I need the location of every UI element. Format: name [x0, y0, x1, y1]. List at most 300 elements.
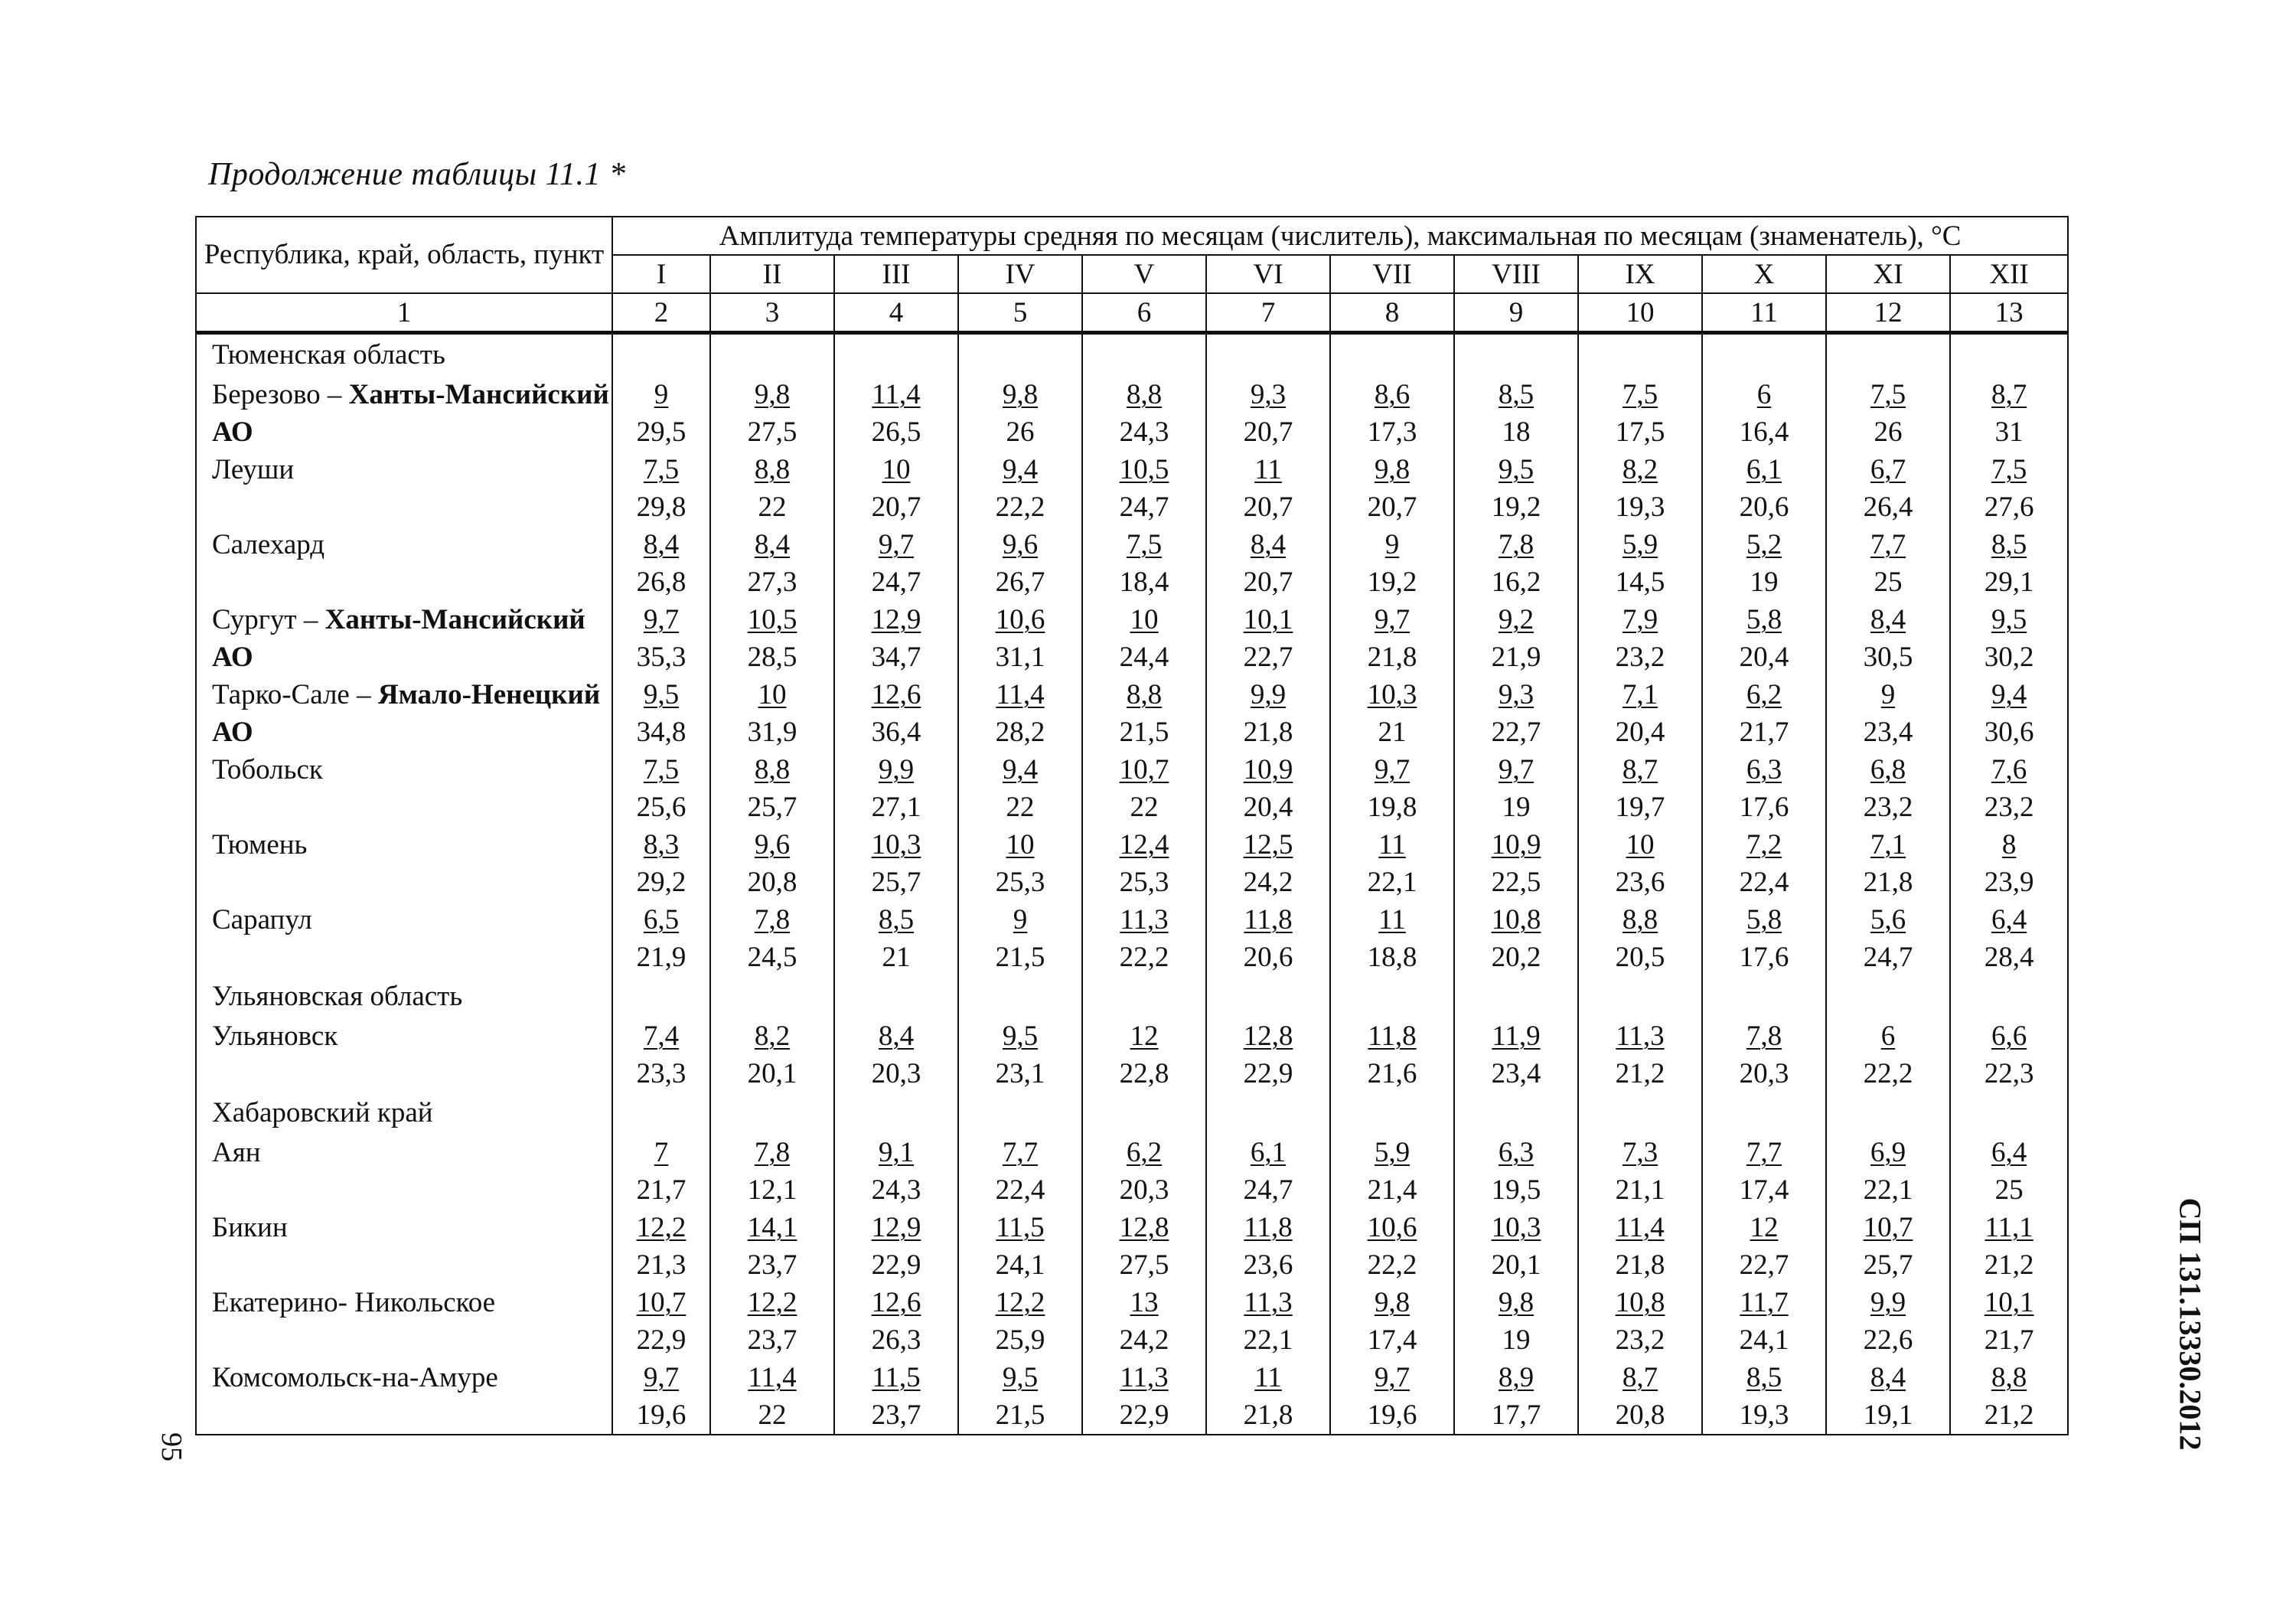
- max-amplitude: 20,3: [1119, 1174, 1169, 1206]
- max-amplitude: 21: [882, 942, 911, 973]
- mean-amplitude: 6,2: [1126, 1137, 1163, 1168]
- max-amplitude: 22,2: [995, 491, 1045, 523]
- empty-cell: [1206, 1092, 1330, 1134]
- mean-amplitude: 10,1: [1243, 604, 1293, 635]
- mean-amplitude: 11,4: [872, 379, 921, 410]
- value-cell: [1826, 376, 1950, 451]
- value-cell: [1578, 1017, 1702, 1092]
- max-amplitude: 20,2: [1491, 942, 1541, 973]
- max-amplitude: 20,7: [1367, 491, 1417, 523]
- value-cell: [1454, 1359, 1578, 1435]
- max-amplitude: 20,4: [1243, 792, 1293, 823]
- month-header: V: [1082, 255, 1206, 293]
- max-amplitude: 24,5: [747, 942, 797, 973]
- value-cell: [958, 526, 1082, 601]
- value-cell: [1082, 676, 1206, 751]
- value-cell: [1702, 451, 1826, 526]
- value-cell: [612, 676, 710, 751]
- value-cell: [1826, 826, 1950, 901]
- max-amplitude: 20,1: [1491, 1249, 1541, 1281]
- value-cell: [1578, 526, 1702, 601]
- max-amplitude: 36,4: [871, 717, 921, 748]
- value-cell: [834, 826, 958, 901]
- max-amplitude: 21,9: [636, 942, 687, 973]
- value-cell: [1206, 1359, 1330, 1435]
- mean-amplitude: 8,7: [1622, 1362, 1658, 1393]
- month-header: IX: [1578, 255, 1702, 293]
- document-code: СП 131.13330.2012: [2173, 1197, 2208, 1451]
- max-amplitude: 21,7: [1984, 1324, 2034, 1356]
- mean-amplitude: 8,4: [878, 1020, 915, 1052]
- column-number: 4: [834, 293, 958, 333]
- value-cell: [1578, 451, 1702, 526]
- column-number: 2: [612, 293, 710, 333]
- value-cell: [1206, 526, 1330, 601]
- column-number: 11: [1702, 293, 1826, 333]
- mean-amplitude: 9,8: [754, 379, 791, 410]
- mean-amplitude: 10: [1130, 604, 1159, 635]
- value-cell: [1454, 901, 1578, 976]
- max-amplitude: 25: [1874, 567, 1903, 598]
- mean-amplitude: 11: [1254, 1362, 1282, 1393]
- max-amplitude: 22: [758, 491, 787, 523]
- value-cell: [710, 451, 834, 526]
- max-amplitude: 24,3: [1119, 416, 1169, 448]
- max-amplitude: 20,5: [1615, 942, 1665, 973]
- value-cell: [1702, 676, 1826, 751]
- mean-amplitude: 11: [1378, 904, 1406, 936]
- empty-cell: [1950, 1092, 2068, 1134]
- mean-amplitude: 11,1: [1985, 1212, 2033, 1243]
- value-cell: [612, 1209, 710, 1284]
- mean-amplitude: 11,3: [1120, 1362, 1169, 1393]
- mean-amplitude: 12: [1750, 1212, 1779, 1243]
- value-cell: [958, 751, 1082, 826]
- value-cell: [612, 376, 710, 451]
- max-amplitude: 24,7: [1243, 1174, 1293, 1206]
- value-cell: [958, 1359, 1082, 1435]
- max-amplitude: 26,8: [636, 567, 687, 598]
- value-cell: [1206, 1017, 1330, 1092]
- mean-amplitude: 12: [1130, 1020, 1159, 1052]
- empty-cell: [1578, 976, 1702, 1017]
- value-cell: [612, 1359, 710, 1435]
- mean-amplitude: 9,6: [754, 829, 791, 860]
- max-amplitude: 17,4: [1739, 1174, 1789, 1206]
- max-amplitude: 19,6: [1367, 1399, 1417, 1431]
- max-amplitude: 21,8: [1243, 717, 1293, 748]
- max-amplitude: 22,1: [1367, 867, 1417, 898]
- mean-amplitude: 5,9: [1622, 529, 1658, 560]
- empty-cell: [710, 333, 834, 377]
- max-amplitude: 20,4: [1615, 717, 1665, 748]
- value-cell: [1578, 1134, 1702, 1209]
- max-amplitude: 24,7: [871, 567, 921, 598]
- max-amplitude: 21,8: [1615, 1249, 1665, 1281]
- mean-amplitude: 8,5: [878, 904, 915, 936]
- value-cell: [1206, 601, 1330, 676]
- max-amplitude: 21,2: [1984, 1399, 2034, 1431]
- mean-amplitude: 6,9: [1870, 1137, 1906, 1168]
- mean-amplitude: 11,5: [996, 1212, 1045, 1243]
- mean-amplitude: 9,7: [1374, 604, 1411, 635]
- max-amplitude: 20,4: [1739, 642, 1789, 673]
- value-cell: [1082, 451, 1206, 526]
- table-row: [196, 901, 2068, 976]
- mean-amplitude: 10,3: [1491, 1212, 1541, 1243]
- month-header: VI: [1206, 255, 1330, 293]
- max-amplitude: 19,5: [1491, 1174, 1541, 1206]
- station-name: [196, 751, 612, 826]
- value-cell: [1702, 1359, 1826, 1435]
- value-cell: [1330, 676, 1454, 751]
- mean-amplitude: 7,1: [1622, 679, 1658, 710]
- empty-cell: [612, 976, 710, 1017]
- empty-cell: [1082, 1092, 1206, 1134]
- column-number: 5: [958, 293, 1082, 333]
- mean-amplitude: 12,5: [1243, 829, 1293, 860]
- value-cell: [1454, 1209, 1578, 1284]
- value-cell: [1330, 1134, 1454, 1209]
- value-cell: [1950, 826, 2068, 901]
- mean-amplitude: 11,3: [1616, 1020, 1665, 1052]
- mean-amplitude: 7,5: [1870, 379, 1906, 410]
- empty-cell: [1206, 976, 1330, 1017]
- value-cell: [1702, 1134, 1826, 1209]
- mean-amplitude: 9: [1384, 529, 1400, 560]
- mean-amplitude: 9: [1880, 679, 1896, 710]
- empty-cell: [1702, 1092, 1826, 1134]
- max-amplitude: 23,4: [1491, 1058, 1541, 1089]
- value-cell: [1454, 676, 1578, 751]
- max-amplitude: 17,4: [1367, 1324, 1417, 1356]
- mean-amplitude: 10: [1626, 829, 1655, 860]
- empty-cell: [1826, 333, 1950, 377]
- max-amplitude: 26,7: [995, 567, 1045, 598]
- value-cell: [958, 1209, 1082, 1284]
- value-cell: [1826, 451, 1950, 526]
- value-cell: [1702, 376, 1826, 451]
- max-amplitude: 21,2: [1984, 1249, 2034, 1281]
- value-cell: [1082, 901, 1206, 976]
- mean-amplitude: 11,3: [1120, 904, 1169, 936]
- mean-amplitude: 7,7: [1002, 1137, 1039, 1168]
- max-amplitude: 25,7: [747, 792, 797, 823]
- value-cell: [958, 451, 1082, 526]
- value-cell: [1330, 1284, 1454, 1359]
- mean-amplitude: 8,6: [1374, 379, 1411, 410]
- station-name-text: Бикин: [212, 1212, 288, 1243]
- value-cell: [1578, 751, 1702, 826]
- mean-amplitude: 6,5: [643, 904, 680, 936]
- mean-amplitude: 10,6: [1367, 1212, 1417, 1243]
- climate-table-wrapper: [195, 216, 2069, 1435]
- station-name-text: Комсомольск-на-Амуре: [212, 1362, 498, 1393]
- value-cell: [834, 676, 958, 751]
- value-cell: [1826, 676, 1950, 751]
- max-amplitude: 21,8: [1367, 642, 1417, 673]
- station-name: [196, 526, 612, 601]
- max-amplitude: 23,9: [1984, 867, 2034, 898]
- mean-amplitude: 11,4: [1616, 1212, 1665, 1243]
- mean-amplitude: 6,3: [1498, 1137, 1534, 1168]
- mean-amplitude: 11,7: [1740, 1287, 1789, 1318]
- value-cell: [1454, 751, 1578, 826]
- mean-amplitude: 10,8: [1491, 904, 1541, 936]
- max-amplitude: 23,2: [1863, 792, 1913, 823]
- mean-amplitude: 8,4: [1250, 529, 1287, 560]
- empty-cell: [1578, 333, 1702, 377]
- max-amplitude: 17,6: [1739, 942, 1789, 973]
- value-cell: [1206, 826, 1330, 901]
- max-amplitude: 14,5: [1615, 567, 1665, 598]
- max-amplitude: 22,9: [636, 1324, 687, 1356]
- max-amplitude: 19: [1502, 792, 1531, 823]
- column-number: 9: [1454, 293, 1578, 333]
- mean-amplitude: 9,7: [878, 529, 915, 560]
- value-cell: [834, 1134, 958, 1209]
- value-cell: [710, 1209, 834, 1284]
- mean-amplitude: 7,6: [1991, 754, 2027, 785]
- max-amplitude: 20,7: [1243, 567, 1293, 598]
- page-number: 95: [155, 1432, 188, 1461]
- table-row: [196, 526, 2068, 601]
- max-amplitude: 20,3: [1739, 1058, 1789, 1089]
- max-amplitude: 16,2: [1491, 567, 1541, 598]
- mean-amplitude: 9,9: [878, 754, 915, 785]
- mean-amplitude: 8,8: [1622, 904, 1658, 936]
- mean-amplitude: 9,9: [1870, 1287, 1906, 1318]
- value-cell: [612, 751, 710, 826]
- max-amplitude: 16,4: [1739, 416, 1789, 448]
- mean-amplitude: 8,7: [1622, 754, 1658, 785]
- empty-cell: [1950, 333, 2068, 377]
- mean-amplitude: 6: [1756, 379, 1772, 410]
- value-cell: [1330, 526, 1454, 601]
- empty-cell: [1702, 976, 1826, 1017]
- mean-amplitude: 7,8: [754, 904, 791, 936]
- month-header: VII: [1330, 255, 1454, 293]
- column-number: 3: [710, 293, 834, 333]
- mean-amplitude: 8,4: [754, 529, 791, 560]
- empty-cell: [612, 333, 710, 377]
- mean-amplitude: 9,8: [1498, 1287, 1534, 1318]
- mean-amplitude: 9,4: [1002, 754, 1039, 785]
- max-amplitude: 27,1: [871, 792, 921, 823]
- max-amplitude: 29,5: [636, 416, 687, 448]
- value-cell: [1206, 901, 1330, 976]
- max-amplitude: 20,7: [871, 491, 921, 523]
- empty-cell: [1826, 1092, 1950, 1134]
- max-amplitude: 18,8: [1367, 942, 1417, 973]
- empty-cell: [1330, 333, 1454, 377]
- mean-amplitude: 9,5: [1498, 454, 1534, 485]
- value-cell: [1454, 1017, 1578, 1092]
- max-amplitude: 19,3: [1739, 1399, 1789, 1431]
- value-cell: [1702, 526, 1826, 601]
- max-amplitude: 24,4: [1119, 642, 1169, 673]
- empty-cell: [958, 333, 1082, 377]
- value-cell: [1082, 601, 1206, 676]
- mean-amplitude: 8,2: [1622, 454, 1658, 485]
- table-row: [196, 451, 2068, 526]
- value-cell: [1454, 1134, 1578, 1209]
- mean-amplitude: 7,8: [754, 1137, 791, 1168]
- mean-amplitude: 7,7: [1870, 529, 1906, 560]
- value-cell: [1578, 676, 1702, 751]
- amplitude-header: Амплитуда температуры средняя по месяцам (числитель), максимальная по месяцам (знаменатель), °С: [612, 217, 2068, 255]
- max-amplitude: 21,8: [1243, 1399, 1293, 1431]
- value-cell: [1330, 751, 1454, 826]
- mean-amplitude: 10,3: [871, 829, 921, 860]
- max-amplitude: 24,7: [1863, 942, 1913, 973]
- station-name-text: Екатерино- Никольское: [212, 1287, 496, 1318]
- value-cell: [834, 1017, 958, 1092]
- mean-amplitude: 8,4: [643, 529, 680, 560]
- mean-amplitude: 6,6: [1991, 1020, 2027, 1052]
- max-amplitude: 21,5: [1119, 717, 1169, 748]
- group-title: Хабаровский край: [196, 1092, 612, 1134]
- mean-amplitude: 8,3: [643, 829, 680, 860]
- max-amplitude: 21,9: [1491, 642, 1541, 673]
- mean-amplitude: 7,9: [1622, 604, 1658, 635]
- mean-amplitude: 9,3: [1498, 679, 1534, 710]
- station-region-text: Ханты-Мансийский АО: [212, 379, 609, 448]
- mean-amplitude: 8,8: [1991, 1362, 2027, 1393]
- column-number-row: [196, 293, 2068, 333]
- mean-amplitude: 7,5: [1991, 454, 2027, 485]
- max-amplitude: 22,3: [1984, 1058, 2034, 1089]
- mean-amplitude: 10: [1006, 829, 1035, 860]
- value-cell: [958, 1017, 1082, 1092]
- max-amplitude: 21,7: [636, 1174, 687, 1206]
- value-cell: [710, 1134, 834, 1209]
- mean-amplitude: 14,1: [747, 1212, 797, 1243]
- max-amplitude: 31: [1994, 416, 2024, 448]
- value-cell: [1206, 676, 1330, 751]
- empty-cell: [1082, 333, 1206, 377]
- max-amplitude: 22,9: [1243, 1058, 1293, 1089]
- empty-cell: [834, 333, 958, 377]
- mean-amplitude: 7,7: [1746, 1137, 1782, 1168]
- station-name: [196, 451, 612, 526]
- value-cell: [710, 901, 834, 976]
- value-cell: [958, 826, 1082, 901]
- month-header: I: [612, 255, 710, 293]
- max-amplitude: 19,3: [1615, 491, 1665, 523]
- column-number: 10: [1578, 293, 1702, 333]
- value-cell: [1950, 751, 2068, 826]
- station-name: [196, 1209, 612, 1284]
- value-cell: [834, 1209, 958, 1284]
- value-cell: [1826, 1209, 1950, 1284]
- station-name-text: Сарапул: [212, 904, 312, 936]
- value-cell: [1826, 1359, 1950, 1435]
- max-amplitude: 22,2: [1367, 1249, 1417, 1281]
- value-cell: [1454, 376, 1578, 451]
- table-body: [196, 333, 2068, 1435]
- mean-amplitude: 9,5: [1991, 604, 2027, 635]
- max-amplitude: 19,6: [636, 1399, 687, 1431]
- mean-amplitude: 11: [1378, 829, 1406, 860]
- table-row: [196, 376, 2068, 451]
- value-cell: [1330, 1017, 1454, 1092]
- max-amplitude: 22,2: [1119, 942, 1169, 973]
- max-amplitude: 23,2: [1615, 642, 1665, 673]
- mean-amplitude: 12,2: [995, 1287, 1045, 1318]
- value-cell: [710, 1017, 834, 1092]
- group-row: [196, 1092, 2068, 1134]
- mean-amplitude: 9,5: [643, 679, 680, 710]
- mean-amplitude: 5,9: [1374, 1137, 1411, 1168]
- max-amplitude: 19: [1750, 567, 1779, 598]
- empty-cell: [1206, 333, 1330, 377]
- mean-amplitude: 9,7: [1374, 754, 1411, 785]
- value-cell: [1454, 601, 1578, 676]
- value-cell: [1206, 451, 1330, 526]
- mean-amplitude: 11: [1254, 454, 1282, 485]
- mean-amplitude: 5,2: [1746, 529, 1782, 560]
- mean-amplitude: 8,4: [1870, 604, 1906, 635]
- table-row: [196, 1134, 2068, 1209]
- value-cell: [710, 526, 834, 601]
- max-amplitude: 22,7: [1243, 642, 1293, 673]
- max-amplitude: 22,9: [1119, 1399, 1169, 1431]
- mean-amplitude: 12,8: [1243, 1020, 1293, 1052]
- mean-amplitude: 7,3: [1622, 1137, 1658, 1168]
- value-cell: [1082, 826, 1206, 901]
- value-cell: [1206, 1134, 1330, 1209]
- month-header: II: [710, 255, 834, 293]
- value-cell: [958, 601, 1082, 676]
- column-number: 1: [196, 293, 612, 333]
- table-row: [196, 601, 2068, 676]
- mean-amplitude: 9,7: [1374, 1362, 1411, 1393]
- max-amplitude: 12,1: [747, 1174, 797, 1206]
- mean-amplitude: 8,8: [754, 454, 791, 485]
- max-amplitude: 24,3: [871, 1174, 921, 1206]
- mean-amplitude: 10,7: [636, 1287, 687, 1318]
- mean-amplitude: 7: [654, 1137, 669, 1168]
- mean-amplitude: 8,5: [1498, 379, 1534, 410]
- max-amplitude: 26: [1874, 416, 1903, 448]
- station-name: [196, 601, 612, 676]
- mean-amplitude: 13: [1130, 1287, 1159, 1318]
- max-amplitude: 27,5: [1119, 1249, 1169, 1281]
- max-amplitude: 34,8: [636, 717, 687, 748]
- value-cell: [1578, 601, 1702, 676]
- max-amplitude: 34,7: [871, 642, 921, 673]
- value-cell: [1950, 1209, 2068, 1284]
- max-amplitude: 20,7: [1243, 491, 1293, 523]
- max-amplitude: 17,5: [1615, 416, 1665, 448]
- mean-amplitude: 7,1: [1870, 829, 1906, 860]
- value-cell: [1702, 901, 1826, 976]
- max-amplitude: 22,1: [1243, 1324, 1293, 1356]
- mean-amplitude: 10: [758, 679, 787, 710]
- value-cell: [1950, 526, 2068, 601]
- value-cell: [710, 376, 834, 451]
- max-amplitude: 22,6: [1863, 1324, 1913, 1356]
- max-amplitude: 19,1: [1863, 1399, 1913, 1431]
- empty-cell: [958, 1092, 1082, 1134]
- max-amplitude: 19,2: [1367, 567, 1417, 598]
- max-amplitude: 25,7: [871, 867, 921, 898]
- mean-amplitude: 5,8: [1746, 904, 1782, 936]
- mean-amplitude: 9,4: [1991, 679, 2027, 710]
- mean-amplitude: 12,6: [871, 679, 921, 710]
- mean-amplitude: 10,7: [1863, 1212, 1913, 1243]
